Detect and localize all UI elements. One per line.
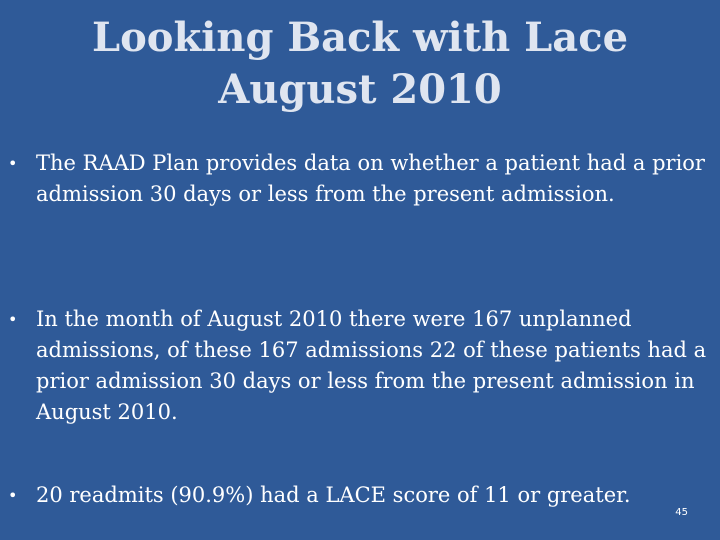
bullet-dot-icon: •	[8, 486, 18, 505]
bullet-item-raad-plan	[8, 148, 708, 210]
bullet-item-august-admissions	[8, 304, 708, 428]
bullet-text: In the month of August 2010 there were 167 unplanned admissions, of these 167 admissions 22 of these patients had a prior admission 30 days or less from the present admission in August 2010.	[36, 307, 707, 424]
bullet-dot-icon: •	[8, 154, 18, 173]
slide-title-line-1: Looking Back with Lace	[91, 14, 629, 61]
bullet-text: 20 readmits (90.9%) had a LACE score of 11 or greater.	[36, 483, 631, 507]
bullet-dot-icon: •	[8, 310, 18, 329]
slide-title	[0, 12, 720, 116]
bullet-text: The RAAD Plan provides data on whether a patient had a prior admission 30 days or less from the present admission.	[36, 151, 705, 206]
bullet-item-lace-score	[8, 480, 708, 511]
slide-title-line-2: August 2010	[218, 66, 502, 113]
page-number: 45	[675, 507, 688, 518]
